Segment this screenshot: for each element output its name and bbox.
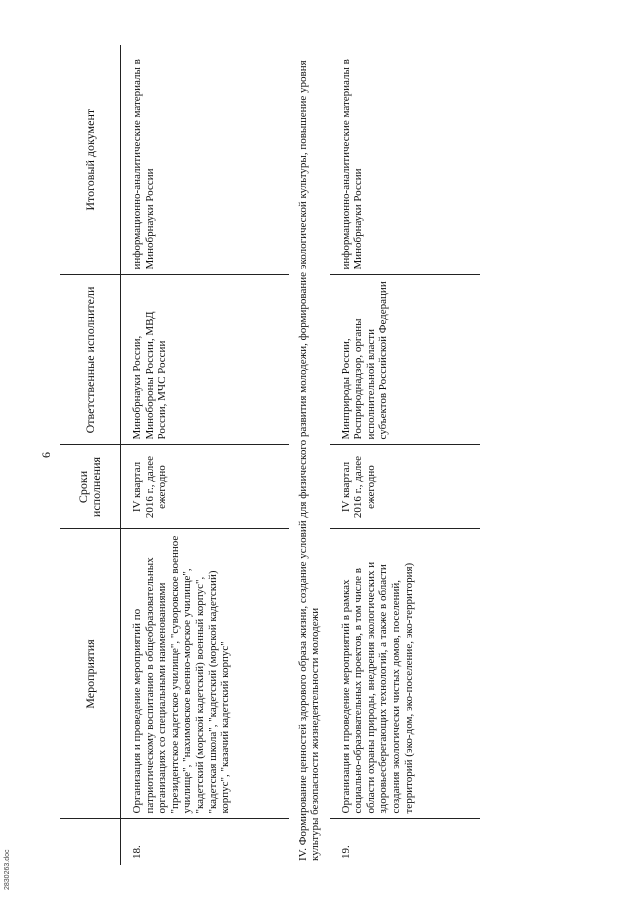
section-heading: IV. Формирование ценностей здорового образа жизни, создание условий для физического развития молодежи, формирование экологической культуры, повышение уровня культуры безопасности жизнедеятельности молодежи <box>296 60 322 861</box>
header-event: Мероприятия <box>60 529 121 819</box>
rotated-content <box>40 45 600 865</box>
plan-table <box>60 45 480 865</box>
header-responsible: Ответственные исполнители <box>60 275 121 445</box>
table-row <box>330 45 480 865</box>
row-event: Организация и проведение мероприятий в рамках социально-образовательных проектов, в том числе в области охраны природы, внедрения экологических и здоровьесберегающих технологий, а также в области создания экологически чистых домов, поселений, территорий (эко-дом, эко-поселение, эко-территория) <box>330 529 480 819</box>
table-header <box>60 45 121 865</box>
row-event: Организация и проведение мероприятий по патриотическому воспитанию в общеобразовательных организациях со специальными наименованиями "президентское кадетское училище", "суворовское военное училище", "нахимовское военно-морское училище", "кадетский (морской кадетский) военный корпус", "кадетская школа", "кадетский (морской кадетский) корпус", "казачий кадетский корпус" <box>121 529 289 819</box>
row-deadline: IV квартал 2016 г., далее ежегодно <box>121 445 289 529</box>
header-num <box>60 819 121 865</box>
row-deadline: IV квартал 2016 г., далее ежегодно <box>330 445 480 529</box>
row-result: информационно-аналитические материалы в Минобрнауки России <box>339 59 365 270</box>
header-deadline: Сроки исполнения <box>60 445 121 529</box>
document-code: 2830263.doc <box>4 849 11 890</box>
header-result: Итоговый документ <box>60 45 121 275</box>
row-result: информационно-аналитические материалы в Минобрнауки России <box>131 59 156 270</box>
row-number: 18. <box>121 819 289 865</box>
row-responsible: Минприроды России, Росприроднадзор, органы исполнительной власти субъектов Российской Федерации <box>330 275 480 445</box>
table-row <box>121 45 289 865</box>
section-row <box>289 45 330 865</box>
row-number: 19. <box>330 819 480 865</box>
page-number: 6 <box>39 452 53 458</box>
row-responsible: Минобрнауки России, Минобороны России, МВД России, МЧС России <box>121 275 289 445</box>
